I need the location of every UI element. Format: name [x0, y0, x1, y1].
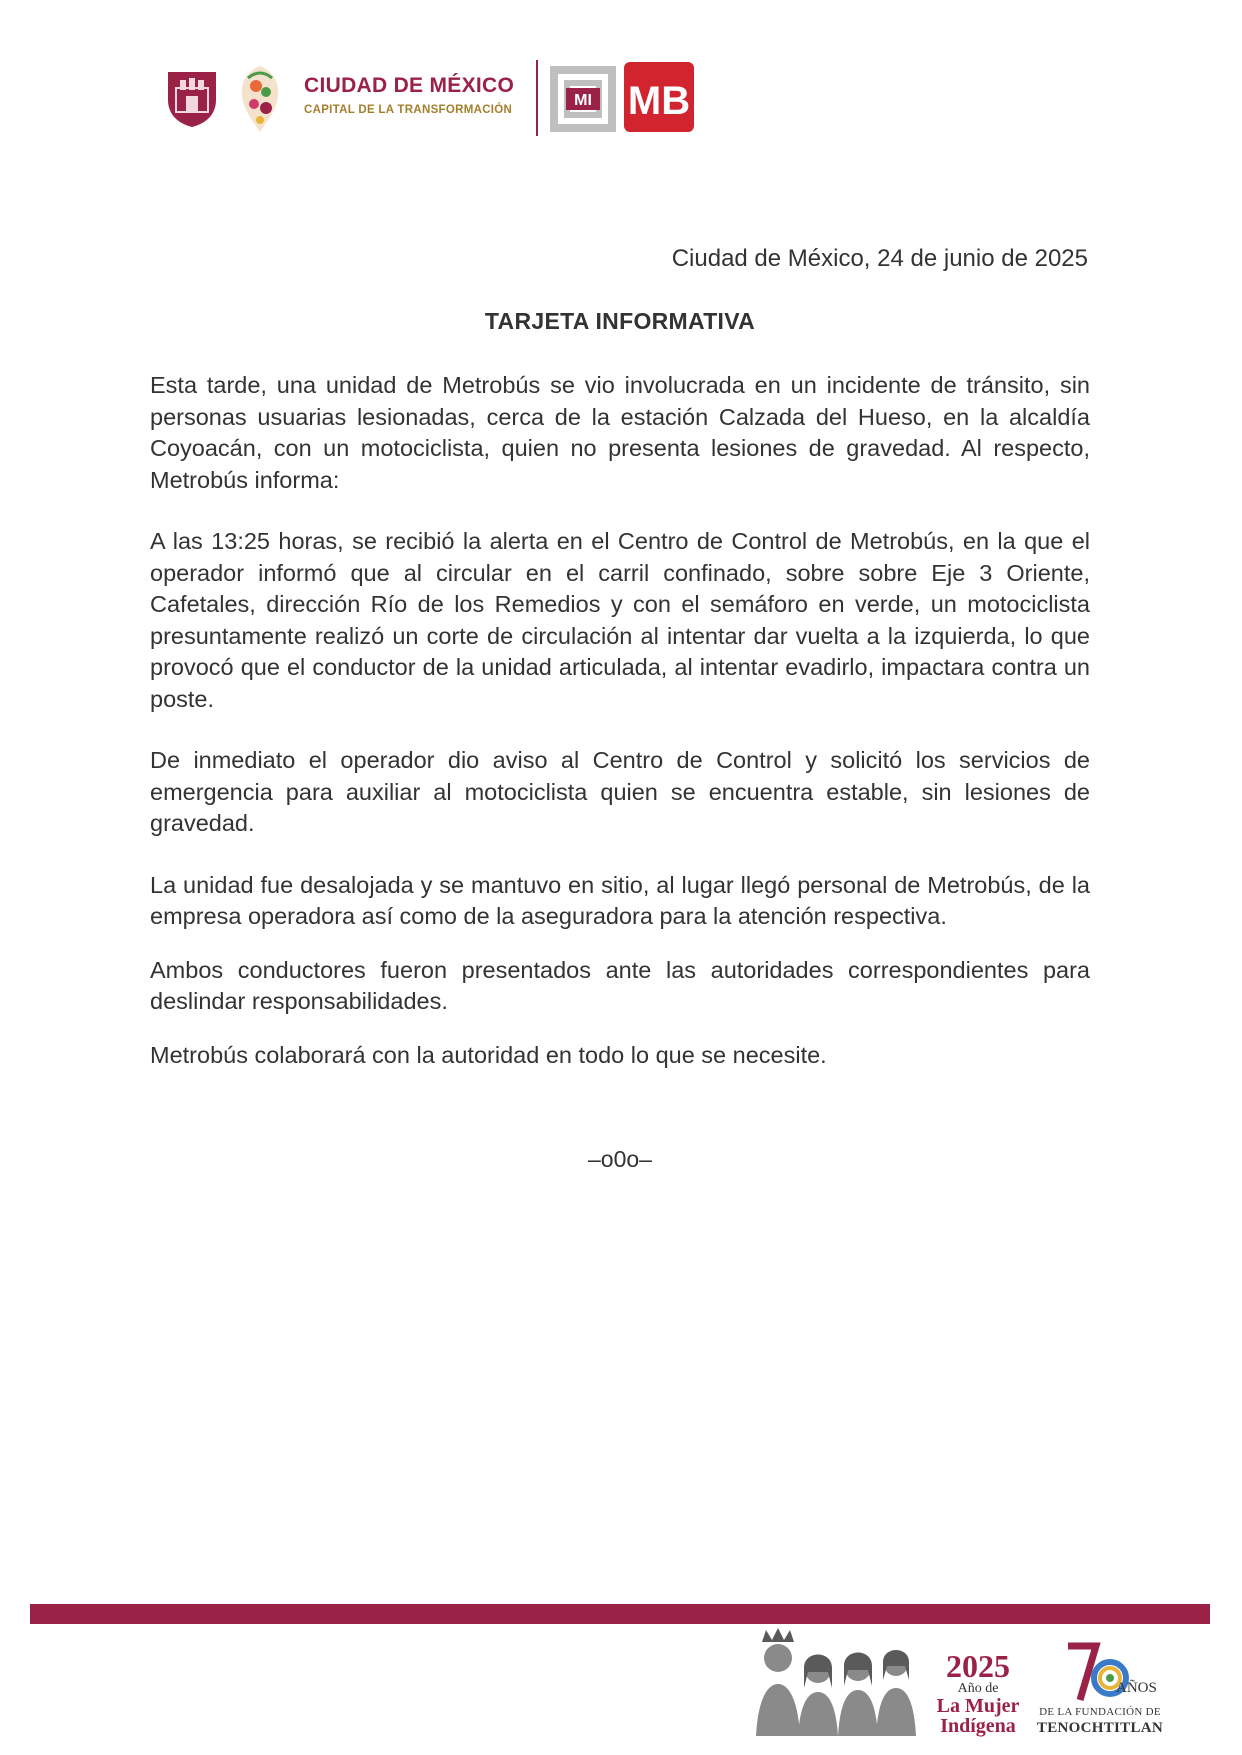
closing-mark: –o0o–	[588, 1146, 652, 1172]
document-date: Ciudad de México, 24 de junio de 2025	[671, 245, 1088, 272]
paragraph: La unidad fue desalojada y se mantuvo en sitio, al lugar llegó personal de Metrobús, de la empresa operadora así como de la aseguradora para la atención respectiva.	[150, 871, 1090, 929]
metrobus-logo	[624, 62, 694, 132]
org-tagline: CAPITAL DE LA TRANSFORMACIÓN	[304, 104, 513, 116]
year-line-1: La Mujer	[936, 1695, 1020, 1717]
year-number: 2025	[946, 1648, 1010, 1684]
header-divider	[536, 60, 538, 136]
women-portraits-illustration	[752, 1628, 920, 1736]
cdmx-heart-emblem	[232, 60, 288, 136]
paragraph: Metrobús colaborará con la autoridad en todo lo que se necesite.	[150, 1041, 827, 1068]
teno-anos: AÑOS	[1116, 1680, 1157, 1696]
teno-number: 70	[1066, 1640, 1068, 1641]
teno-line-2: TENOCHTITLAN	[1036, 1720, 1164, 1736]
mi-logo-text: MI	[574, 92, 592, 109]
letterhead	[166, 56, 706, 138]
year-subtitle: Año de	[957, 1681, 999, 1696]
year-of-indigenous-women-badge	[928, 1650, 1028, 1736]
mi-logo	[548, 64, 618, 134]
paragraph: Ambos conductores fueron presentados ante las autoridades correspondientes para deslindar responsabilidades.	[150, 956, 1090, 1014]
footer-bar	[30, 1604, 1210, 1624]
paragraph: Esta tarde, una unidad de Metrobús se vio involucrada en un incidente de tránsito, sin personas usuarias lesionadas, cerca de la estación Calzada del Hueso, en la alcaldía Coyoacán, con un motociclista, quien no presenta lesiones de gravedad. Al respecto, Metrobús informa:	[150, 372, 1090, 493]
paragraph: De inmediato el operador dio aviso al Centro de Control y solicitó los servicios de emergencia para auxiliar al motociclista quien se encuentra estable, sin lesiones de gravedad.	[150, 747, 1090, 836]
mb-logo-text: MB	[627, 79, 691, 123]
teno-line-1: DE LA FUNDACIÓN DE	[1039, 1706, 1161, 1718]
tenochtitlan-anniversary-badge	[1030, 1640, 1170, 1740]
paragraph: A las 13:25 horas, se recibió la alerta en el Centro de Control de Metrobús, en la que el operador informó que al circular en el carril confinado, sobre sobre Eje 3 Oriente, Cafetales, dirección Río de los Remedios y con el semáforo en verde, un motociclista presuntamente realizó un corte de circulación al intentar dar vuelta a la izquierda, lo que provocó que el conductor de la unidad articulada, al intentar evadirlo, impactara contra un poste.	[150, 528, 1090, 712]
cdmx-shield-logo	[166, 70, 218, 128]
org-name: CIUDAD DE MÉXICO	[304, 74, 515, 97]
document-title: TARJETA INFORMATIVA	[484, 308, 756, 334]
document-body	[150, 370, 1090, 1101]
year-line-2: Indígena	[940, 1715, 1016, 1737]
